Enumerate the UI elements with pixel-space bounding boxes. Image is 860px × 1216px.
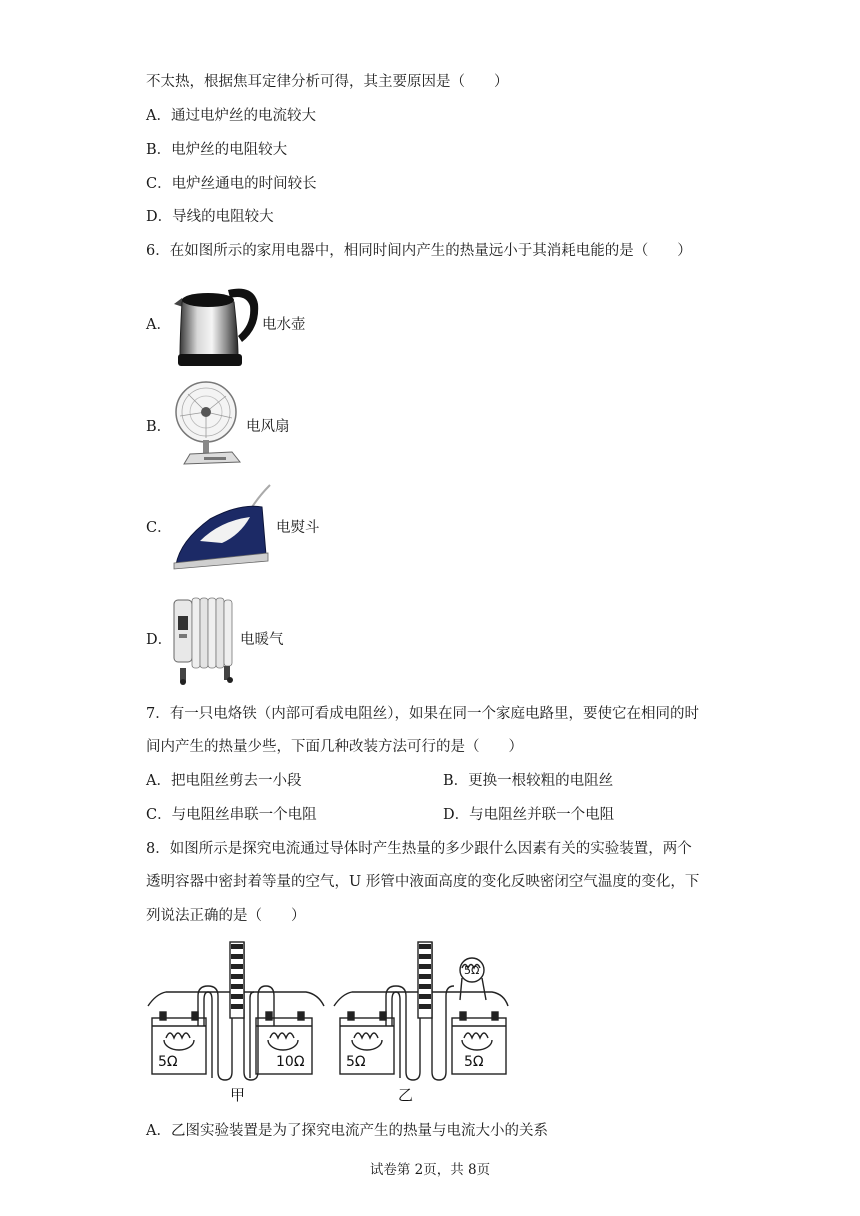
- oil-heater-icon: [172, 592, 238, 686]
- q7-stem-line1: 7．有一只电烙铁（内部可看成电阻丝），如果在同一个家庭电路里，要使它在相同的时: [146, 706, 699, 722]
- q5-option-d: D．导线的电阻较大: [146, 209, 274, 225]
- q8-option-a: A．乙图实验装置是为了探究电流产生的热量与电流大小的关系: [146, 1123, 548, 1139]
- q5-option-b: B．电炉丝的电阻较大: [146, 142, 288, 158]
- yi-caption: 乙: [398, 1086, 414, 1104]
- q8-stem-line3: 列说法正确的是（ ）: [146, 908, 306, 924]
- yi-right-resistor-label: 5Ω: [464, 1054, 484, 1070]
- q6-option-c-letter: C．: [146, 520, 172, 536]
- q8-stem-line1: 8．如图所示是探究电流通过导体时产生热量的多少跟什么因素有关的实验装置，两个: [146, 841, 692, 857]
- q7-option-d: D．与电阻丝并联一个电阻: [443, 807, 615, 823]
- q7-option-b: B．更换一根较粗的电阻丝: [443, 773, 614, 789]
- jia-left-resistor-label: 5Ω: [158, 1054, 178, 1070]
- q6-option-b-letter: B．: [146, 419, 172, 435]
- page-footer: 试卷第 2页，共 8页: [369, 1162, 491, 1178]
- q7-option-a: A．把电阻丝剪去一小段: [146, 773, 302, 789]
- q7-stem-line2: 间内产生的热量少些，下面几种改装方法可行的是（ ）: [146, 739, 523, 755]
- yi-outside-resistor-label: 5Ω: [464, 964, 480, 977]
- q5-option-a: A．通过电炉丝的电流较大: [146, 108, 316, 124]
- q5-stem-tail: 不太热，根据焦耳定律分析可得，其主要原因是（ ）: [146, 74, 509, 90]
- jia-caption: 甲: [230, 1086, 246, 1104]
- q6-option-d-letter: D．: [146, 632, 173, 648]
- q8-stem-line2: 透明容器中密封着等量的空气，U 形管中液面高度的变化反映密闭空气温度的变化，下: [146, 874, 700, 890]
- q7-option-c: C．与电阻丝串联一个电阻: [146, 807, 317, 823]
- q6-option-a-letter: A．: [146, 317, 171, 333]
- q6-stem: 6．在如图所示的家用电器中，相同时间内产生的热量远小于其消耗电能的是（ ）: [146, 243, 692, 259]
- electric-kettle-icon: [168, 278, 262, 370]
- q6-option-b-label: 电风扇: [246, 419, 290, 435]
- yi-left-resistor-label: 5Ω: [346, 1054, 366, 1070]
- q6-option-d-label: 电暖气: [240, 632, 284, 648]
- electric-fan-icon: [170, 380, 244, 470]
- joule-heating-experiment-figure: [146, 940, 516, 1104]
- q5-option-c: C．电炉丝通电的时间较长: [146, 176, 317, 192]
- electric-iron-icon: [170, 483, 274, 571]
- jia-right-resistor-label: 10Ω: [276, 1054, 305, 1070]
- q6-option-a-label: 电水壶: [262, 317, 306, 333]
- q6-option-c-label: 电熨斗: [276, 520, 320, 536]
